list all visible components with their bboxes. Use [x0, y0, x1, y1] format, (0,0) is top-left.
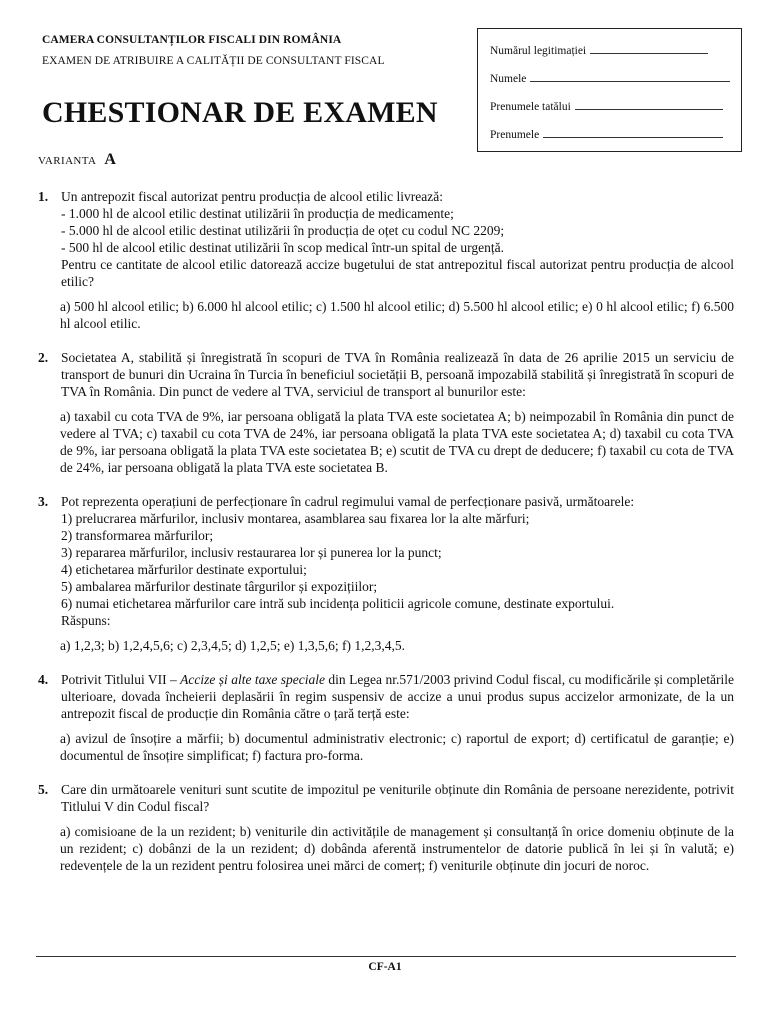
question-line: 1) prelucrarea mărfurilor, inclusiv montarea, asamblarea sau fixarea lor la alte mărfuri;	[61, 511, 530, 526]
id-field-first-name-blank[interactable]	[543, 127, 723, 138]
variant-letter: A	[104, 151, 117, 168]
question-line: - 1.000 hl de alcool etilic destinat utilizării în producția de medicamente;	[61, 206, 454, 221]
question-1	[38, 188, 734, 332]
answer-options: a) 1,2,3; b) 1,2,4,5,6; c) 2,3,4,5; d) 1,2,5; e) 1,3,5,6; f) 1,2,3,4,5.	[60, 638, 405, 653]
question-2	[38, 349, 734, 476]
question-line: 2) transformarea mărfurilor;	[61, 528, 214, 543]
organization-name: CAMERA CONSULTANȚILOR FISCALI DIN ROMÂNIA	[42, 34, 342, 46]
id-field-first-name-label: Prenumele	[490, 129, 540, 141]
question-text	[61, 781, 734, 815]
id-field-father-name-label: Prenumele tatălui	[490, 101, 571, 113]
question-line: Pentru ce cantitate de alcool etilic datorează accize bugetului de stat antrepozitul fiscal autorizat pentru producția de alcool etilic?	[61, 257, 734, 289]
question-line: Pot reprezenta operațiuni de perfecționare în cadrul regimului vamal de perfecționare pasivă, următoarele:	[61, 494, 635, 509]
page-title: CHESTIONAR DE EXAMEN	[42, 96, 438, 129]
id-field-legitimation	[490, 43, 708, 57]
question-number: 2.	[38, 350, 49, 365]
variant-label	[38, 151, 116, 169]
answer-options: a) 500 hl alcool etilic; b) 6.000 hl alcool etilic; c) 1.500 hl alcool etilic; d) 5.500 hl alcool etilic; e) 0 hl alcool etilic; f) 6.500 hl alcool etilic.	[60, 299, 734, 331]
question-3	[38, 493, 734, 654]
id-field-father-name-blank[interactable]	[575, 99, 723, 110]
question-line: - 5.000 hl de alcool etilic destinat utilizării în producția de oțet cu codul NC 2209;	[61, 223, 505, 238]
question-line: 6) numai etichetarea mărfurilor care intră sub incidența politicii agricole comune, destinate exportului.	[61, 596, 615, 611]
question-title-italic: Accize și alte taxe speciale	[180, 672, 325, 687]
answer-options: a) comisioane de la un rezident; b) veniturile din activitățile de management și consultanță în orice domeniu obținute de la un rezident; c) dobânzi de la un rezident; d) dobânda aferentă instrumentelor de datorie publică în lei și în valută; e) redevențele de la un rezident pentru folosirea unei mărci de comerț; f) veniturile obținute din jocuri de noroc.	[60, 824, 734, 873]
question-number: 1.	[38, 189, 49, 204]
question-5	[38, 781, 734, 874]
question-number: 4.	[38, 672, 49, 687]
question-text	[61, 188, 734, 290]
question-line: 3) repararea mărfurilor, inclusiv restaurarea lor și punerea lor la punct;	[61, 545, 442, 560]
id-field-legitimation-label: Numărul legitimației	[490, 45, 587, 57]
question-line: 5) ambalarea mărfurilor destinate târgurilor și expozițiilor;	[61, 579, 378, 594]
question-text-part: Potrivit Titlului VII –	[61, 672, 181, 687]
id-field-legitimation-blank[interactable]	[590, 43, 708, 54]
exam-subtitle: EXAMEN DE ATRIBUIRE A CALITĂȚII DE CONSULTANT FISCAL	[42, 55, 385, 67]
question-number: 5.	[38, 782, 49, 797]
id-field-first-name	[490, 127, 723, 141]
question-4	[38, 671, 734, 764]
id-field-name-blank[interactable]	[530, 71, 730, 82]
id-field-name	[490, 71, 730, 85]
question-line: Un antrepozit fiscal autorizat pentru producția de alcool etilic livrează:	[61, 189, 443, 204]
question-number: 3.	[38, 494, 49, 509]
question-text	[61, 349, 734, 400]
answer-options: a) avizul de însoțire a mărfii; b) documentul administrativ electronic; c) raportul de export; d) certificatul de garanție; e) documentul de însoțire simplificat; f) factura pro-forma.	[60, 731, 734, 763]
question-text	[61, 493, 734, 629]
candidate-id-box	[477, 28, 742, 152]
footer-divider	[36, 956, 736, 957]
variant-text: VARIANTA	[38, 155, 97, 167]
id-field-father-name	[490, 99, 723, 113]
id-field-name-label: Numele	[490, 73, 527, 85]
question-line: Societatea A, stabilită și înregistrată în scopuri de TVA în România realizează în data de 26 aprilie 2015 un serviciu de transport de bunuri din Ucraina în Turcia în beneficiul societății B, persoană impozabilă stabilită și înregistrată în scopuri de TVA în România. Din punct de vedere al TVA, serviciul de transport al bunurilor este:	[61, 350, 734, 399]
answer-options: a) taxabil cu cota TVA de 9%, iar persoana obligată la plata TVA este societatea A; b) neimpozabil în România din punct de vedere al TVA; c) taxabil cu cota TVA de 24%, iar persoana obligată la plata TVA este societatea A; d) taxabil cu cota TVA de 9%, iar persoana obligată la plata TVA este societatea B; e) scutit de TVA cu drept de deducere; f) taxabil cu cota de TVA de 24%, iar persoana obligată la plata TVA este societatea B.	[60, 409, 734, 475]
questions-list	[38, 188, 734, 891]
question-text-part: din Legea nr.571/2003 privind Codul fiscal, cu modificările și completările ulterioare, dovada încheierii deplasării în regim suspensiv de accize a unui produs supus accizelor armonizate, de la un antrepozit fiscal de producție din România către o țară terță este:	[61, 672, 734, 721]
question-line: - 500 hl de alcool etilic destinat utilizării în scop medical într-un spital de urgență.	[61, 240, 504, 255]
question-text	[61, 671, 734, 722]
question-line: Care din următoarele venituri sunt scutite de impozitul pe veniturile obținute din România de persoane nerezidente, potrivit Titlului V din Codul fiscal?	[61, 782, 734, 814]
header-block	[42, 34, 462, 67]
question-line: 4) etichetarea mărfurilor destinate exportului;	[61, 562, 307, 577]
footer-code: CF-A1	[368, 961, 402, 973]
question-line: Răspuns:	[61, 613, 111, 628]
